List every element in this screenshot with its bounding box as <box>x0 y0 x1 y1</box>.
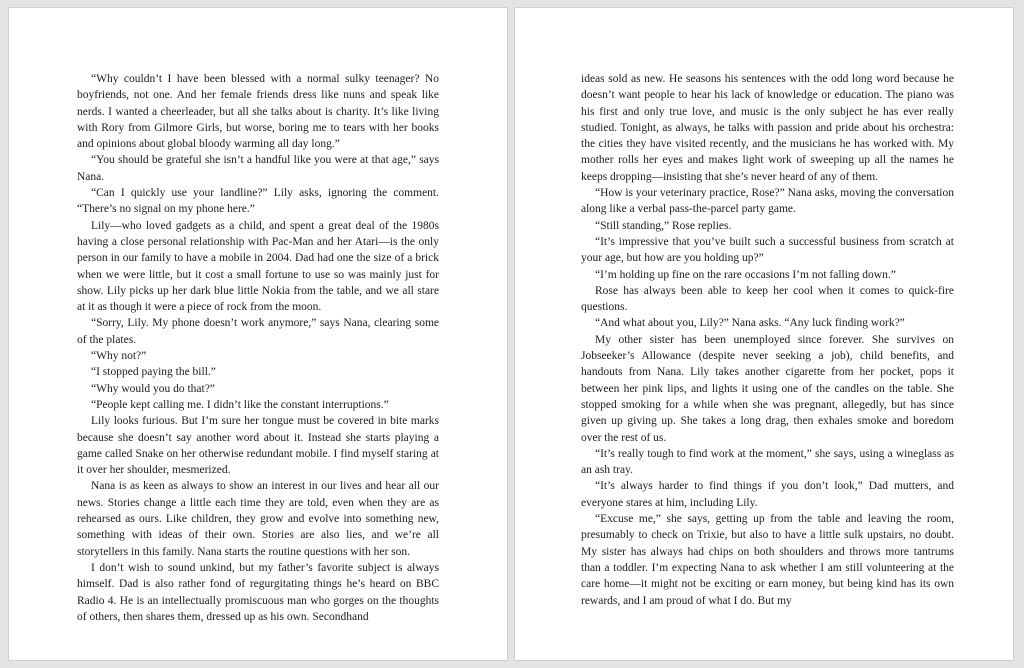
paragraph: “People kept calling me. I didn’t like the constant interruptions.” <box>91 398 389 411</box>
left-page-text <box>77 71 439 625</box>
paragraph: “Why couldn’t I have been blessed with a normal sulky teenager? No boyfriends, not one. And her female friends dress like nuns and speak like nerds. I wanted a cheerleader, but all she talks about is charity. It’s like living with Rory from Gilmore Girls, but worse, boring me to tears with her books and opinions about global bloody warming all day long.” <box>77 73 439 151</box>
paragraph: Rose has always been able to keep her cool when it comes to quick-fire questions. <box>581 284 954 314</box>
right-page <box>514 7 1014 661</box>
paragraph: “Why not?” <box>91 350 147 363</box>
paragraph: ideas sold as new. He seasons his sentences with the odd long word because he doesn’t want people to hear his lack of knowledge or education. The piano was his first and only true love, and music is the only subject he has ever really studied. Tonight, as always, he talks with passion and pride about his orchestra: the cities they have visited recently, and the musicians he has worked with. My mother rolls her eyes and makes light work of sweeping up all the names he keeps dropping—insisting that she’s never heard of any of them. <box>581 73 954 183</box>
paragraph: I don’t wish to sound unkind, but my father’s favorite subject is always himself. Dad is also rather fond of regurgitating things he’s heard on BBC Radio 4. He is an intellectually promiscuous man who gorges on the thoughts of others, then shares them, dressed up as his own. Secondhand <box>77 561 439 623</box>
paragraph: “You should be grateful she isn’t a handful like you were at that age,” says Nana. <box>77 154 439 183</box>
paragraph: “Still standing,” Rose replies. <box>595 219 732 232</box>
paragraph: “Excuse me,” she says, getting up from the table and leaving the room, presumably to check on Trixie, but also to have a little sulk upstairs, no doubt. My sister has always had chips on both shoulders and throws more tantrums than a toddler. I’m expecting Nana to ask whether I am still volunteering at the care home—it might not be exciting or earn money, but being kind has its own rewards, and I am proud of what I do. But my <box>581 513 954 607</box>
paragraph: “It’s always harder to find things if you don’t look,” Dad mutters, and everyone stares at him, including Lily. <box>581 480 954 509</box>
paragraph: Lily looks furious. But I’m sure her tongue must be covered in bite marks because she doesn’t say another word about it. Instead she starts playing a game called Snake on her otherwise redundant mobile. I find myself staring at it over her shoulder, mesmerized. <box>77 415 439 477</box>
paragraph: “Can I quickly use your landline?” Lily asks, ignoring the comment. “There’s no signal on my phone here.” <box>77 187 439 216</box>
left-page <box>8 7 508 661</box>
paragraph: “Why would you do that?” <box>91 382 215 395</box>
paragraph: “Sorry, Lily. My phone doesn’t work anymore,” says Nana, clearing some of the plates. <box>77 317 439 346</box>
paragraph: “I stopped paying the bill.” <box>91 366 216 379</box>
right-page-text <box>581 71 954 609</box>
paragraph: Lily—who loved gadgets as a child, and spent a great deal of the 1980s having a close personal relationship with Pac-Man and her Atari—is the only person in our family to have a mobile in 2004. Dad had one the size of a brick when we were little, but it cost a small fortune to use so was mainly just for show. Lily picks up her dark blue little Nokia from the table, and we all stare at it as though it were a piece of rock from the moon. <box>77 219 439 314</box>
paragraph: “And what about you, Lily?” Nana asks. “Any luck finding work?” <box>595 317 905 330</box>
paragraph: “How is your veterinary practice, Rose?” Nana asks, moving the conversation along like a verbal pass-the-parcel party game. <box>581 187 954 216</box>
paragraph: “I’m holding up fine on the rare occasions I’m not falling down.” <box>595 268 896 281</box>
paragraph: Nana is as keen as always to show an interest in our lives and hear all our news. Stories change a little each time they are told, even when they are as rehearsed as ours. Like children, they grow and evolve into something new, something with ideas of their own. Stories are also lies, and we’re all storytellers in this family. Nana starts the routine questions with her son. <box>77 480 439 558</box>
paragraph: My other sister has been unemployed since forever. She survives on Jobseeker’s Allowance (despite never seeking a job), child benefits, and handouts from Nana. Lily takes another cigarette from her pocket, pops it between her pink lips, and lights it using one of the candles on the table. She stopped smoking for a while when she was pregnant, allegedly, but has since given up giving up. She takes a long drag, then exhales smoke and boredom over the rest of us. <box>581 333 954 444</box>
paragraph: “It’s impressive that you’ve built such a successful business from scratch at your age, but how are you holding up?” <box>581 235 954 265</box>
paragraph: “It’s really tough to find work at the moment,” she says, using a wineglass as an ash tray. <box>581 447 954 477</box>
